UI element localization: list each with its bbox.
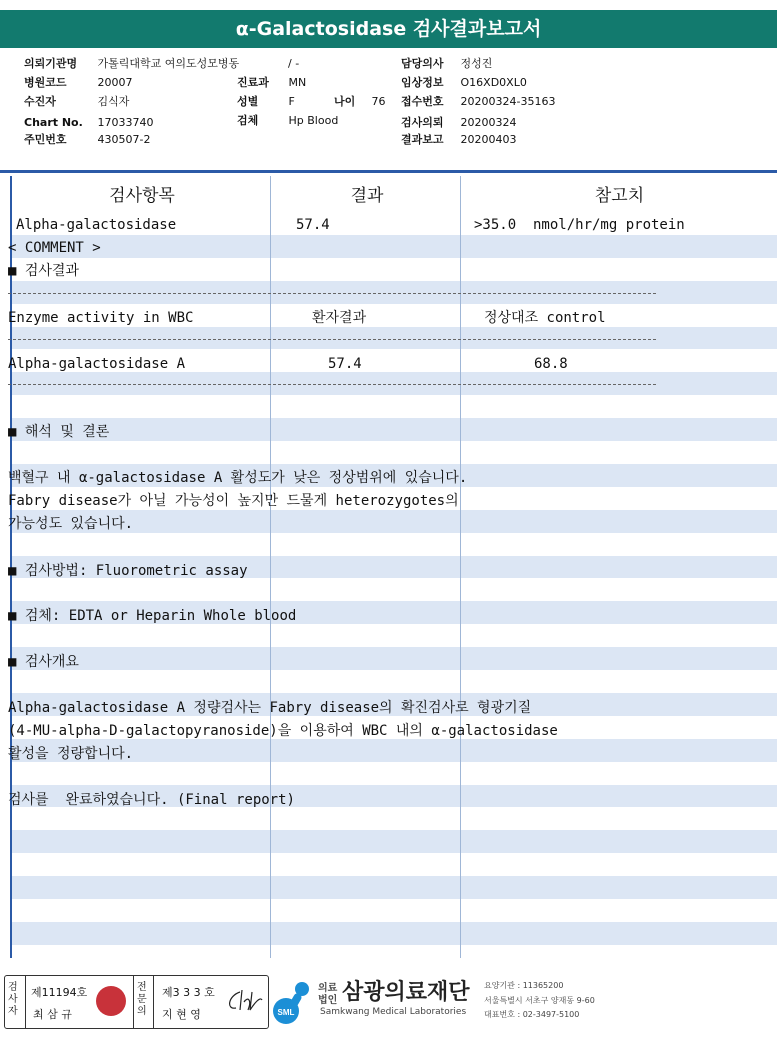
grid-band bbox=[10, 418, 777, 441]
interp-line-3: 가능성도 있습니다. bbox=[8, 516, 134, 532]
info-request bbox=[401, 116, 517, 130]
org-address: 서울특별시 서초구 양재동 9-60 bbox=[484, 996, 595, 1005]
grid-band bbox=[10, 578, 777, 601]
doctor-value: 정성진 bbox=[460, 57, 493, 70]
method-line: ■ 검사방법: Fluorometric assay bbox=[8, 563, 248, 579]
dept-value: MN bbox=[288, 76, 307, 89]
age-value: 76 bbox=[371, 95, 386, 108]
receipt-label: 접수번호 bbox=[401, 95, 444, 108]
report-title: α-Galactosidase 검사결과보고서 bbox=[0, 10, 777, 48]
grid-band bbox=[10, 327, 777, 350]
grid-band bbox=[10, 899, 777, 922]
org-phone: 대표번호 : 02-3497-5100 bbox=[484, 1010, 580, 1019]
examiner-no: 제11194호 bbox=[31, 986, 88, 999]
id-label: 주민번호 bbox=[24, 133, 67, 146]
header-item: 검사항목 bbox=[109, 186, 175, 206]
grid-band bbox=[10, 853, 777, 876]
dept-label: 진료과 bbox=[237, 76, 269, 89]
grid-band bbox=[10, 830, 777, 853]
age-label: 나이 bbox=[334, 95, 356, 108]
info-sex bbox=[237, 95, 386, 109]
info-receipt bbox=[401, 95, 555, 109]
org-name: 삼광의료재단 bbox=[342, 980, 470, 1005]
grid-band bbox=[10, 807, 777, 830]
clinical-value: O16XD0XL0 bbox=[460, 76, 527, 89]
request-label: 검사의뢰 bbox=[401, 116, 444, 129]
dash-line-3 bbox=[8, 384, 656, 385]
info-institution bbox=[24, 57, 239, 71]
doctor-label: 담당의사 bbox=[401, 57, 444, 70]
final-line: 검사를 완료하였습니다. (Final report) bbox=[8, 792, 295, 808]
info-dept bbox=[237, 76, 306, 90]
org-code: 요양기관 : 11365200 bbox=[484, 981, 564, 990]
info-clinical bbox=[401, 76, 527, 90]
grid-band bbox=[10, 876, 777, 899]
col-enzyme: Enzyme activity in WBC bbox=[8, 310, 194, 326]
examiner-name: 최 삼 규 bbox=[33, 1008, 72, 1021]
institution-value: 가톨릭대학교 여의도성모병동 bbox=[97, 57, 240, 70]
interp-line-1: 백혈구 내 α-galactosidase A 활성도가 낮은 정상범위에 있습니다. bbox=[8, 470, 468, 486]
chart-label: Chart No. bbox=[24, 116, 83, 129]
sml-logo-icon bbox=[272, 979, 316, 1027]
org-prefix-2: 법인 bbox=[318, 995, 338, 1006]
report-label: 결과보고 bbox=[401, 133, 444, 146]
dash-line-2 bbox=[8, 339, 656, 340]
info-id bbox=[24, 133, 150, 147]
col-control: 정상대조 control bbox=[484, 310, 606, 326]
result-row-patient: 57.4 bbox=[328, 356, 362, 372]
hospital-code-label: 병원코드 bbox=[24, 76, 67, 89]
org-prefix-1: 의료 bbox=[318, 983, 338, 994]
grid-band bbox=[10, 395, 777, 418]
row-result: 57.4 bbox=[296, 217, 330, 233]
info-doctor bbox=[401, 57, 492, 71]
hospital-code-value: 20007 bbox=[97, 76, 133, 89]
header-reference: 참고치 bbox=[594, 186, 645, 206]
section-result: ■ 검사결과 bbox=[8, 263, 79, 279]
info-hospital-code bbox=[24, 76, 133, 90]
id-value: 430507-2 bbox=[97, 133, 151, 146]
col-patient: 환자결과 bbox=[312, 310, 367, 326]
specimen-line: ■ 검체: EDTA or Heparin Whole blood bbox=[8, 608, 297, 624]
specimen-label: 검체 bbox=[237, 114, 259, 127]
specimen-value: Hp Blood bbox=[288, 114, 339, 127]
grid-band bbox=[10, 441, 777, 464]
header-divider bbox=[0, 170, 777, 173]
chart-value: 17033740 bbox=[97, 116, 154, 129]
top-strip bbox=[0, 0, 777, 10]
info-patient bbox=[24, 95, 129, 109]
request-value: 20200324 bbox=[460, 116, 517, 129]
info-ward: / - bbox=[288, 57, 300, 70]
grid-band bbox=[10, 235, 777, 258]
info-report bbox=[401, 133, 517, 147]
header-result: 결과 bbox=[350, 186, 384, 206]
report-value: 20200403 bbox=[460, 133, 517, 146]
receipt-value: 20200324-35163 bbox=[460, 95, 556, 108]
seal-stamp bbox=[96, 986, 126, 1016]
grid-band bbox=[10, 533, 777, 556]
overview-line-3: 활성을 정량합니다. bbox=[8, 746, 134, 762]
grid-band bbox=[10, 624, 777, 647]
institution-label: 의뢰기관명 bbox=[24, 57, 78, 70]
dash-line-1 bbox=[8, 293, 656, 294]
overview-line-2: (4-MU-alpha-D-galactopyranoside)을 이용하여 WBC 내의 α-galactosidase bbox=[8, 723, 558, 739]
grid-band bbox=[10, 647, 777, 670]
overview-line-1: Alpha-galactosidase A 정량검사는 Fabry disease의 확진검사로 형광기질 bbox=[8, 700, 532, 716]
patient-label: 수진자 bbox=[24, 95, 56, 108]
sml-logo-text: SML bbox=[277, 1008, 295, 1017]
clinical-label: 임상정보 bbox=[401, 76, 444, 89]
grid-band bbox=[10, 762, 777, 785]
result-row-name: Alpha-galactosidase A bbox=[8, 356, 186, 372]
sex-label: 성별 bbox=[237, 95, 259, 108]
grid-band bbox=[10, 670, 777, 693]
result-row-control: 68.8 bbox=[534, 356, 568, 372]
grid-band bbox=[10, 258, 777, 281]
specialist-name: 지 현 영 bbox=[162, 1008, 201, 1021]
section-overview: ■ 검사개요 bbox=[8, 654, 79, 670]
info-chart bbox=[24, 116, 154, 130]
sex-value: F bbox=[288, 95, 295, 108]
specialist-label: 전문의 bbox=[137, 982, 147, 1017]
grid-band bbox=[10, 922, 777, 945]
signature-image bbox=[222, 986, 264, 1016]
patient-value: 김식자 bbox=[97, 95, 130, 108]
row-item: Alpha-galactosidase bbox=[16, 217, 177, 233]
info-specimen bbox=[237, 114, 338, 128]
org-english: Samkwang Medical Laboratories bbox=[320, 1007, 467, 1017]
section-interpretation: ■ 해석 및 결론 bbox=[8, 424, 110, 440]
interp-line-2: Fabry disease가 아닐 가능성이 높지만 드물게 heterozygotes의 bbox=[8, 493, 459, 509]
row-reference: >35.0 nmol/hr/mg protein bbox=[474, 217, 685, 233]
comment-heading: < COMMENT > bbox=[8, 240, 101, 256]
specialist-no: 제3 3 3 호 bbox=[162, 986, 215, 999]
examiner-label: 검사자 bbox=[8, 982, 18, 1017]
